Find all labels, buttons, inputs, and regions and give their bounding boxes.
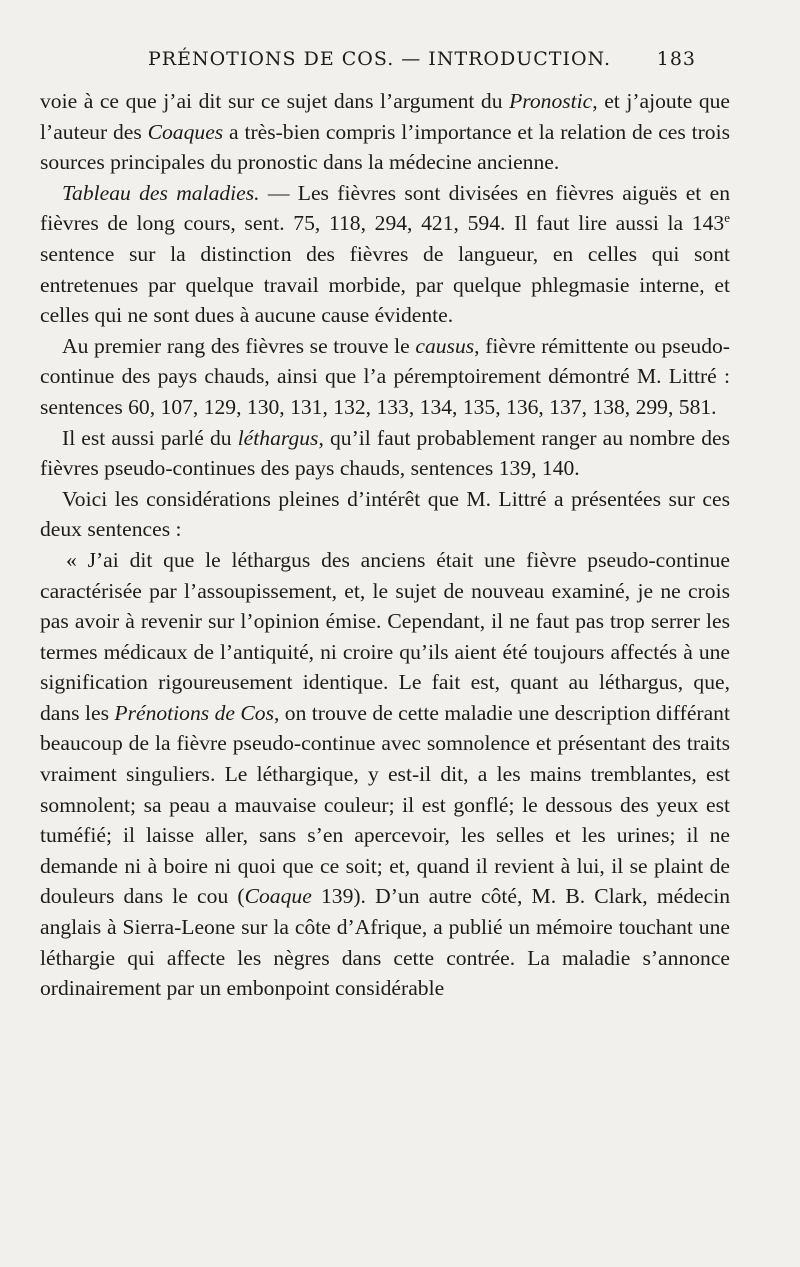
page-header <box>148 48 696 76</box>
paragraph-6-quotation: « J’ai dit que le léthargus des anciens était une fièvre pseudo-continue caractérisée par l’assoupissement, et, le sujet de nouveau examiné, je ne crois pas avoir à revenir sur l’opinion émise. Cependant, il ne faut pas trop serrer les termes médicaux de l’antiquité, ni croire qu’ils aient été toujours affectés à une signification rigoureusement identique. Le fait est, quant au léthargus, que, dans les Prénotions de Cos, on trouve de cette maladie une description différant beaucoup de la fièvre pseudo-continue avec somnolence et présentant des traits vraiment singuliers. Le léthargique, y est-il dit, a les mains tremblantes, est somnolent; sa peau a mauvaise couleur; il est gonflé; le dessous des yeux est tuméfié; il laisse aller, sans s’en apercevoir, les selles et les urines; il ne demande ni à boire ni quoi que ce soit; et, quand il revient à lui, il se plaint de douleurs dans le cou (Coaque 139). D’un autre côté, M. B. Clark, médecin anglais à Sierra-Leone sur la côte d’Afrique, a publié un mémoire touchant une léthargie qui affecte les nègres dans cette contrée. La maladie s’annonce ordinairement par un embonpoint considérable <box>40 547 730 1001</box>
paragraph-3: Au premier rang des fièvres se trouve le causus, fièvre rémittente ou pseudo-continue des pays chauds, ainsi que l’a péremptoirement démontré M. Littré : sentences 60, 107, 129, 130, 131, 132, 133, 134, 135, 136, 137, 138, 299, 581. <box>40 333 730 419</box>
paragraph-2: Tableau des maladies. — Les fièvres sont divisées en fièvres aiguës et en fièvres de long cours, sent. 75, 118, 294, 421, 594. Il faut lire aussi la 143e sentence sur la distinction des fièvres de langueur, en celles qui sont entretenues par quelque travail morbide, par quelque phlegmasie interne, et celles qui ne sont dues à aucune cause évidente. <box>40 180 730 328</box>
page-number: 183 <box>656 48 696 70</box>
body-text <box>40 86 730 1004</box>
paragraph-4: Il est aussi parlé du léthargus, qu’il faut probablement ranger au nombre des fièvres pseudo-continues des pays chauds, sentences 139, 140. <box>40 425 731 481</box>
paragraph-5: Voici les considérations pleines d’intérêt que M. Littré a présentées sur ces deux sentences : <box>40 486 730 542</box>
paragraph-1: voie à ce que j’ai dit sur ce sujet dans l’argument du Pronostic, et j’ajoute que l’auteur des Coaques a très-bien compris l’importance et la relation de ces trois sources principales du pronostic dans la médecine ancienne. <box>40 89 731 175</box>
running-title: PRÉNOTIONS DE COS. — INTRODUCTION. <box>148 48 611 70</box>
